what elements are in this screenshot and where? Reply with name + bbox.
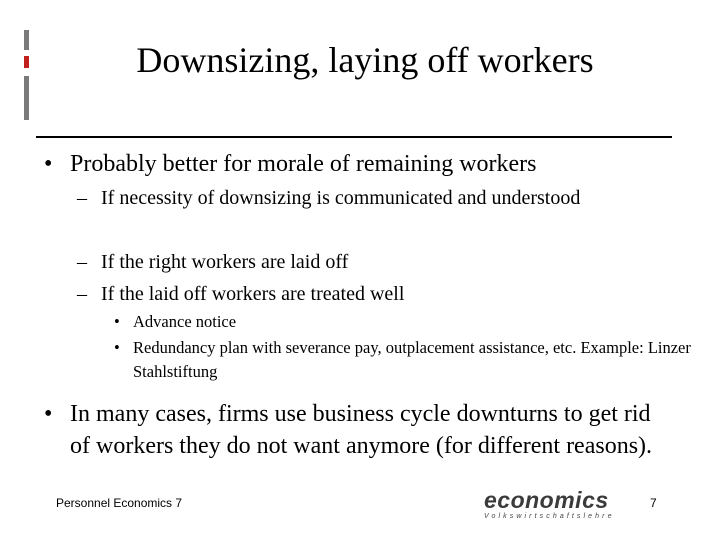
page-number: 7	[650, 496, 657, 510]
bullet-level2	[77, 246, 677, 278]
dash-marker: –	[77, 251, 87, 273]
bullet-marker: •	[114, 338, 120, 357]
slide-title: Downsizing, laying off workers	[136, 40, 594, 80]
bullet-level2	[77, 182, 677, 214]
decor-bar-bottom	[24, 76, 29, 120]
bullet-text: Advance notice	[133, 312, 237, 331]
decor-bar-red	[24, 56, 29, 68]
bullet-text: If necessity of downsizing is communicated and understood	[101, 187, 581, 209]
bullet-marker: •	[44, 151, 53, 177]
bullet-level1	[44, 398, 684, 462]
bullet-text: Probably better for morale of remaining workers	[70, 151, 537, 177]
logo-wordmark: economics	[484, 487, 609, 513]
dash-marker: –	[77, 187, 87, 209]
bullet-text: If the right workers are laid off	[101, 251, 349, 273]
logo-subtext: Volkswirtschaftslehre	[484, 513, 615, 520]
bullet-text: If the laid off workers are treated well	[101, 283, 405, 305]
bullet-level2	[77, 278, 677, 310]
decor-bar-top	[24, 30, 29, 50]
economics-logo	[484, 489, 624, 523]
bullet-level1	[44, 148, 684, 180]
bullet-marker: •	[114, 312, 120, 331]
bullet-level3	[114, 310, 704, 334]
bullet-marker: •	[44, 401, 53, 427]
footer-course-label: Personnel Economics 7	[56, 496, 183, 510]
bullet-text: In many cases, firms use business cycle downturns to get rid of workers they do not want anymore (for different reasons).	[70, 401, 653, 459]
dash-marker: –	[77, 283, 87, 305]
bullet-level3	[114, 336, 704, 384]
title-divider	[36, 136, 672, 138]
bullet-text: Redundancy plan with severance pay, outplacement assistance, etc. Example: Linzer Stahlstiftung	[133, 338, 691, 381]
